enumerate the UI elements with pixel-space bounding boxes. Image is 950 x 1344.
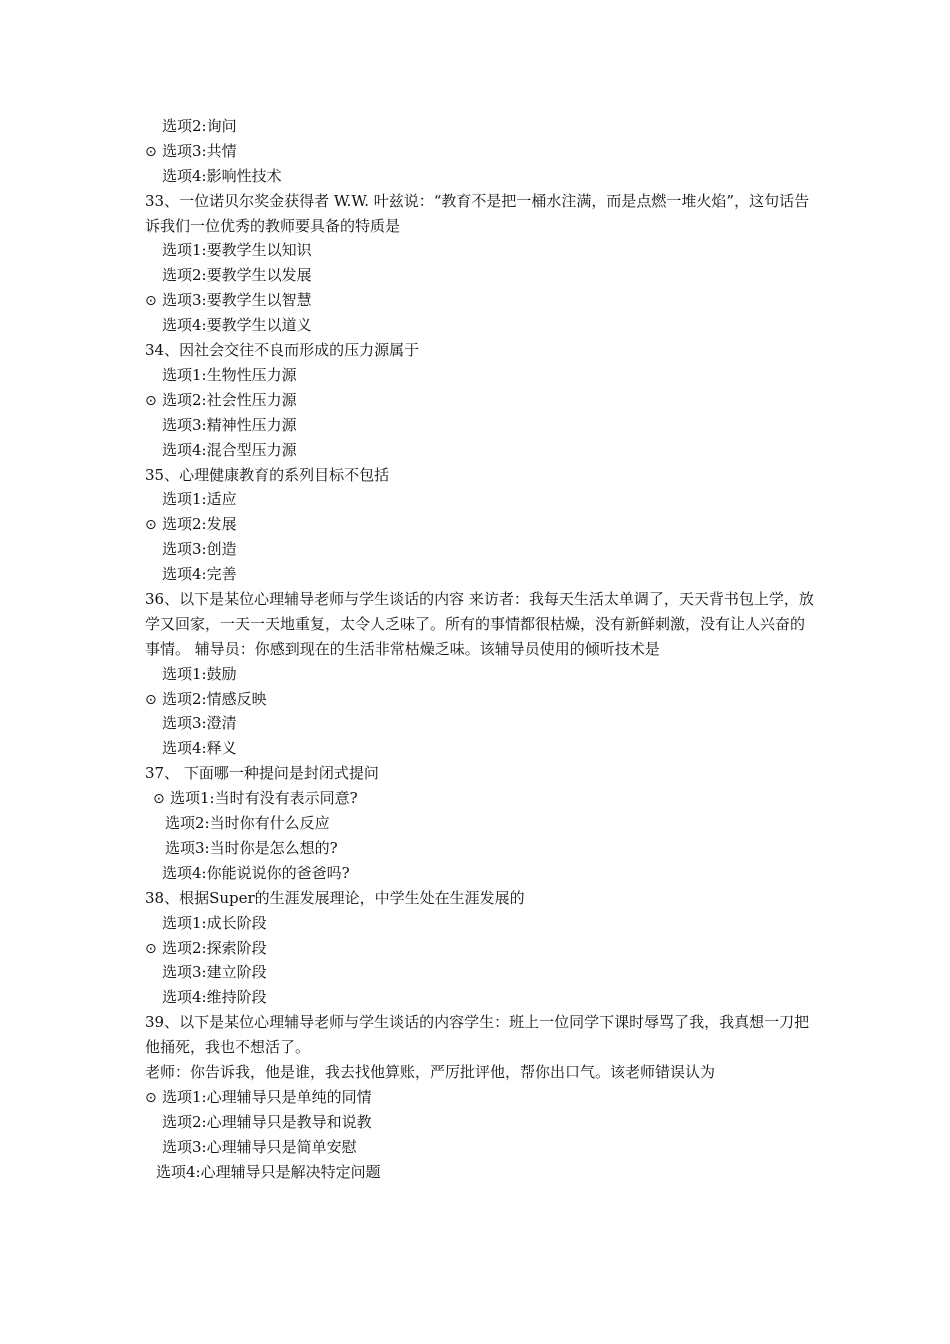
question-text: 老师：你告诉我，他是谁，我去找他算账，严厉批评他，帮你出口气。该老师错误认为 — [145, 1063, 716, 1082]
option — [145, 1135, 825, 1160]
option — [145, 911, 825, 936]
selected-marker-icon: ⊙ — [153, 791, 165, 808]
option-label: 选项4:释义 — [162, 739, 237, 758]
selected-marker-icon: ⊙ — [145, 691, 157, 708]
option-label: 选项4:完善 — [162, 565, 237, 584]
option — [145, 662, 825, 687]
option-label: 选项3:建立阶段 — [162, 963, 267, 982]
selected-option — [145, 687, 825, 712]
option-label: 选项3:心理辅导只是简单安慰 — [162, 1137, 357, 1156]
option-label: 选项4:你能说说你的爸爸吗? — [162, 863, 350, 882]
option-label: 选项1:心理辅导只是单纯的同情 — [162, 1087, 372, 1106]
selected-option — [145, 936, 825, 961]
option — [145, 363, 825, 388]
option — [145, 413, 825, 438]
option-label: 选项3:精神性压力源 — [162, 415, 297, 434]
option-label: 选项2:心理辅导只是教导和说教 — [162, 1112, 372, 1131]
selected-option — [145, 139, 825, 164]
selected-marker-icon: ⊙ — [145, 143, 157, 160]
selected-option — [145, 1085, 825, 1110]
question-text: 38、根据Super的生涯发展理论，中学生处在生涯发展的 — [145, 888, 525, 907]
option-label: 选项2:要教学生以发展 — [162, 266, 312, 285]
option — [145, 960, 825, 985]
selected-option — [145, 786, 825, 811]
question-text: 39、以下是某位心理辅导老师与学生谈话的内容学生：班上一位同学下课时辱骂了我，我真想一刀把他捅死，我也不想活了。 — [145, 1013, 810, 1057]
option-label: 选项3:当时你是怎么想的? — [165, 838, 338, 857]
document-page — [145, 114, 825, 1184]
option-label: 选项1:适应 — [162, 490, 237, 509]
option-label: 选项4:混合型压力源 — [162, 440, 297, 459]
option — [145, 711, 825, 736]
option — [145, 1160, 825, 1185]
option-label: 选项1:生物性压力源 — [162, 365, 297, 384]
option — [145, 861, 825, 886]
selected-option — [145, 512, 825, 537]
option-label: 选项3:澄清 — [162, 714, 237, 733]
selected-marker-icon: ⊙ — [145, 293, 157, 310]
option-label: 选项2:发展 — [162, 515, 237, 534]
selected-marker-icon: ⊙ — [145, 1089, 157, 1106]
selected-marker-icon: ⊙ — [145, 940, 157, 957]
option — [145, 562, 825, 587]
option-label: 选项1:当时有没有表示同意? — [170, 789, 358, 808]
option — [145, 438, 825, 463]
option-label: 选项4:影响性技术 — [162, 166, 282, 185]
selected-option — [145, 388, 825, 413]
option-label: 选项3:要教学生以智慧 — [162, 291, 312, 310]
option-label: 选项4:心理辅导只是解决特定问题 — [156, 1162, 381, 1181]
option-label: 选项3:共情 — [162, 141, 237, 160]
option — [145, 313, 825, 338]
option-label: 选项1:成长阶段 — [162, 913, 267, 932]
option — [145, 1110, 825, 1135]
question-text: 35、心理健康教育的系列目标不包括 — [145, 465, 390, 484]
option — [145, 811, 825, 836]
option-label: 选项2:情感反映 — [162, 689, 267, 708]
option-label: 选项4:维持阶段 — [162, 988, 267, 1007]
question-text: 34、因社会交往不良而形成的压力源属于 — [145, 341, 420, 360]
selected-marker-icon: ⊙ — [145, 517, 157, 534]
option — [145, 537, 825, 562]
option-label: 选项2:询问 — [162, 117, 237, 135]
option — [145, 736, 825, 761]
question-text: 37、 下面哪一种提问是封闭式提问 — [145, 764, 379, 783]
option-label: 选项4:要教学生以道义 — [162, 316, 312, 335]
option — [145, 263, 825, 288]
option-label: 选项1:鼓励 — [162, 664, 237, 683]
option — [145, 985, 825, 1010]
option-label: 选项2:社会性压力源 — [162, 390, 297, 409]
option — [145, 487, 825, 512]
question-text: 33、一位诺贝尔奖金获得者 W.W. 叶兹说：“教育不是把一桶水注满，而是点燃一堆火焰”，这句话告诉我们一位优秀的教师要具备的特质是 — [145, 191, 810, 235]
selected-marker-icon: ⊙ — [145, 392, 157, 409]
option — [145, 164, 825, 189]
option — [145, 238, 825, 263]
option-label: 选项3:创造 — [162, 540, 237, 559]
option-label: 选项2:探索阶段 — [162, 938, 267, 957]
option-label: 选项2:当时你有什么反应 — [165, 814, 330, 833]
selected-option — [145, 288, 825, 313]
option — [145, 836, 825, 861]
option-label: 选项1:要教学生以知识 — [162, 241, 312, 260]
option — [145, 114, 825, 139]
question-text: 36、以下是某位心理辅导老师与学生谈话的内容 来访者：我每天生活太单调了，天天背书包上学，放学又回家，一天一天地重复，太令人乏味了。所有的事情都很枯燥，没有新鲜刺激，没有让人兴奋的事情。 辅导员：你感到现在的生活非常枯燥乏味。该辅导员使用的倾听技术是 — [145, 589, 814, 658]
